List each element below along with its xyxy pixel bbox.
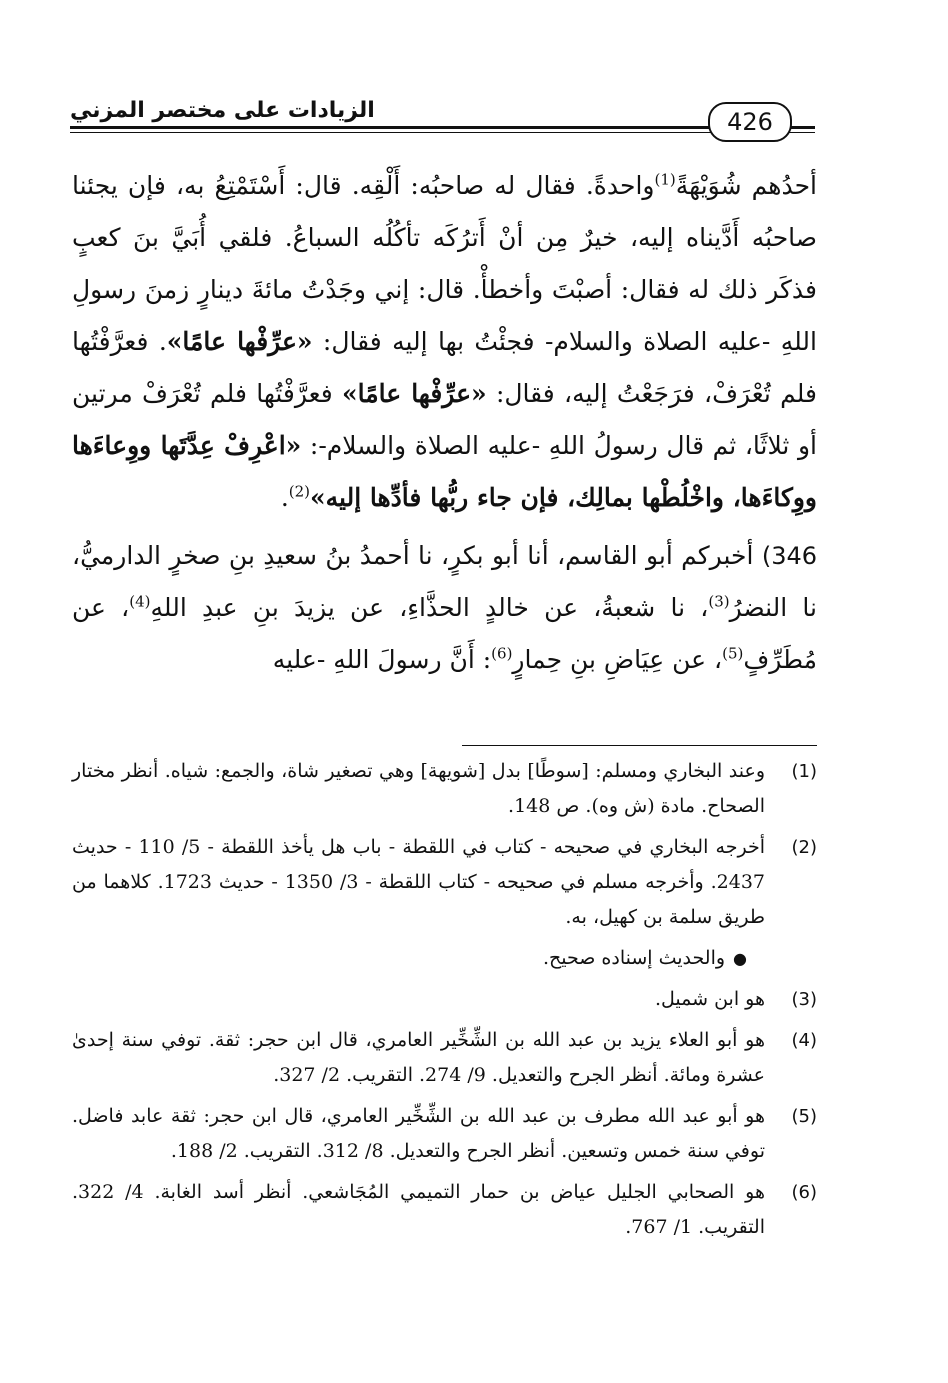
footnote-number: (6)	[791, 1182, 817, 1203]
footnote-ref-4: (4)	[129, 592, 151, 611]
text-run: ، عن مُطَرِّفٍ	[72, 593, 817, 674]
book-title: الزيادات على مختصر المزني	[70, 98, 385, 123]
text-run: ، عن عِيَاضِ بنِ حِمارٍ	[512, 645, 723, 674]
text-run: ، نا شعبةُ، عن خالدٍ الحذَّاءِ، عن يزيدَ بنِ عبدِ اللهِ	[150, 593, 709, 622]
main-text	[72, 160, 817, 686]
text-run: : أَنَّ رسولَ اللهِ -عليه	[272, 645, 492, 674]
text-run: . فعرَّفْتُها فلم تُعْرَفْ، فرَجَعْتُ إليه، فقال:	[72, 327, 817, 408]
hadith-quote: «اعْرِفْ عِدَّتَها ووِعاءَها ووِكاءَها، واخْلُطْها بمالِك، فإن جاء ربُّها فأدِّها إليه»	[72, 431, 817, 512]
hadith-number: 346)	[761, 542, 817, 570]
footnote-text: هو أبو العلاء يزيد بن عبد الله بن الشِّخِّير العامري، قال ابن حجر: ثقة. توفي سنة إحدىٰ عشرة ومائة. أنظر الجرح والتعديل. 9/ 274. التقريب. 2/ 327.	[72, 1029, 765, 1086]
text-run: واحدةً. فقال له صاحبُه: أَلْقِه. قال: أَسْتَمْتِعُ به، فإن يجئنا صاحبُه أَدَّيناه إليه، خيرٌ مِن أنْ أَترُكَه تأكُلُه السباعُ. فلقي أُبَيَّ بنَ كعبٍ فذكَر ذلك له فقال: أصبْتَ وأخطأْ. قال: إني وجَدْتُ مائةَ دينارٍ زمنَ رسولِ اللهِ -عليه الصلاة والسلام- فجئْتُ بها إليه فقال:	[72, 171, 817, 356]
footnote-3	[72, 982, 817, 1017]
footnote-number: (3)	[791, 989, 817, 1010]
footnote-ref-3: (3)	[708, 592, 730, 611]
bullet-text: والحديث إسناده صحيح.	[542, 947, 726, 969]
footnote-number: (2)	[791, 837, 817, 858]
footnote-number: (1)	[791, 761, 817, 782]
hadith-quote: «عرِّفْها عامًا»	[341, 379, 487, 408]
footnote-number: (4)	[791, 1030, 817, 1051]
footnote-5	[72, 1099, 817, 1169]
text-run: فعرَّفْتُها فلم تُعْرَفْ مرتين أو ثلاثًا، ثم قال رسولُ اللهِ -عليه الصلاة والسلام-:	[72, 379, 817, 460]
footnote-ref-1: (1)	[654, 170, 676, 189]
bullet-note	[72, 941, 817, 976]
header-rule-thin	[70, 132, 815, 133]
footnote-2	[72, 830, 817, 935]
footnote-ref-2: (2)	[288, 482, 311, 501]
footnote-ref-5: (5)	[722, 644, 744, 663]
header-rule	[70, 126, 815, 129]
page-number: 426	[708, 102, 792, 142]
footnote-ref-6: (6)	[491, 644, 513, 663]
footnote-6	[72, 1175, 817, 1245]
footnote-separator	[462, 745, 817, 746]
footnote-text: أخرجه البخاري في صحيحه - كتاب في اللقطة - باب هل يأخذ اللقطة - 5/ 110 - حديث 2437. وأخرجه مسلم في صحيحه - كتاب اللقطة - 3/ 1350 - حديث 1723. كلاهما من طريق سلمة بن كهيل، به.	[72, 836, 766, 928]
page-header	[70, 98, 815, 138]
bullet-icon: ●	[733, 949, 747, 968]
footnote-text: هو أبو عبد الله مطرف بن عبد الله بن الشِّخِّير العامري، قال ابن حجر: ثقة عابد فاضل. توفي سنة خمس وتسعين. أنظر الجرح والتعديل. 8/ 312. التقريب. 2/ 188.	[72, 1105, 765, 1162]
text-run: أخبركم أبو القاسم، أنا أبو بكرٍ، نا أحمدُ بنُ سعيدِ بنِ صخرٍ الدارميُّ، نا النضرُ	[72, 541, 818, 622]
hadith-quote: «عرِّفْها عامًا»	[166, 327, 313, 356]
footnote-text: هو ابن شميل.	[654, 988, 765, 1010]
paragraph-2	[72, 530, 817, 686]
footnote-text: وعند البخاري ومسلم: [سوطًا] بدل [شويهة] وهي تصغير شاة، والجمع: شياه. أنظر مختار الصحاح. مادة (ش وه). ص 148.	[72, 760, 765, 817]
text-run: أحدُهم شُوَيْهَةً	[675, 171, 818, 200]
footnote-1	[72, 754, 817, 824]
footnote-text: هو الصحابي الجليل عياض بن حمار التميمي المُجَاشعي. أنظر أسد الغابة. 4/ 322. التقريب. 1/ 767.	[72, 1181, 765, 1238]
text-run: .	[280, 483, 289, 512]
footnote-number: (5)	[791, 1106, 817, 1127]
footnotes	[72, 754, 817, 1251]
footnote-4	[72, 1023, 817, 1093]
paragraph-1	[72, 160, 817, 524]
